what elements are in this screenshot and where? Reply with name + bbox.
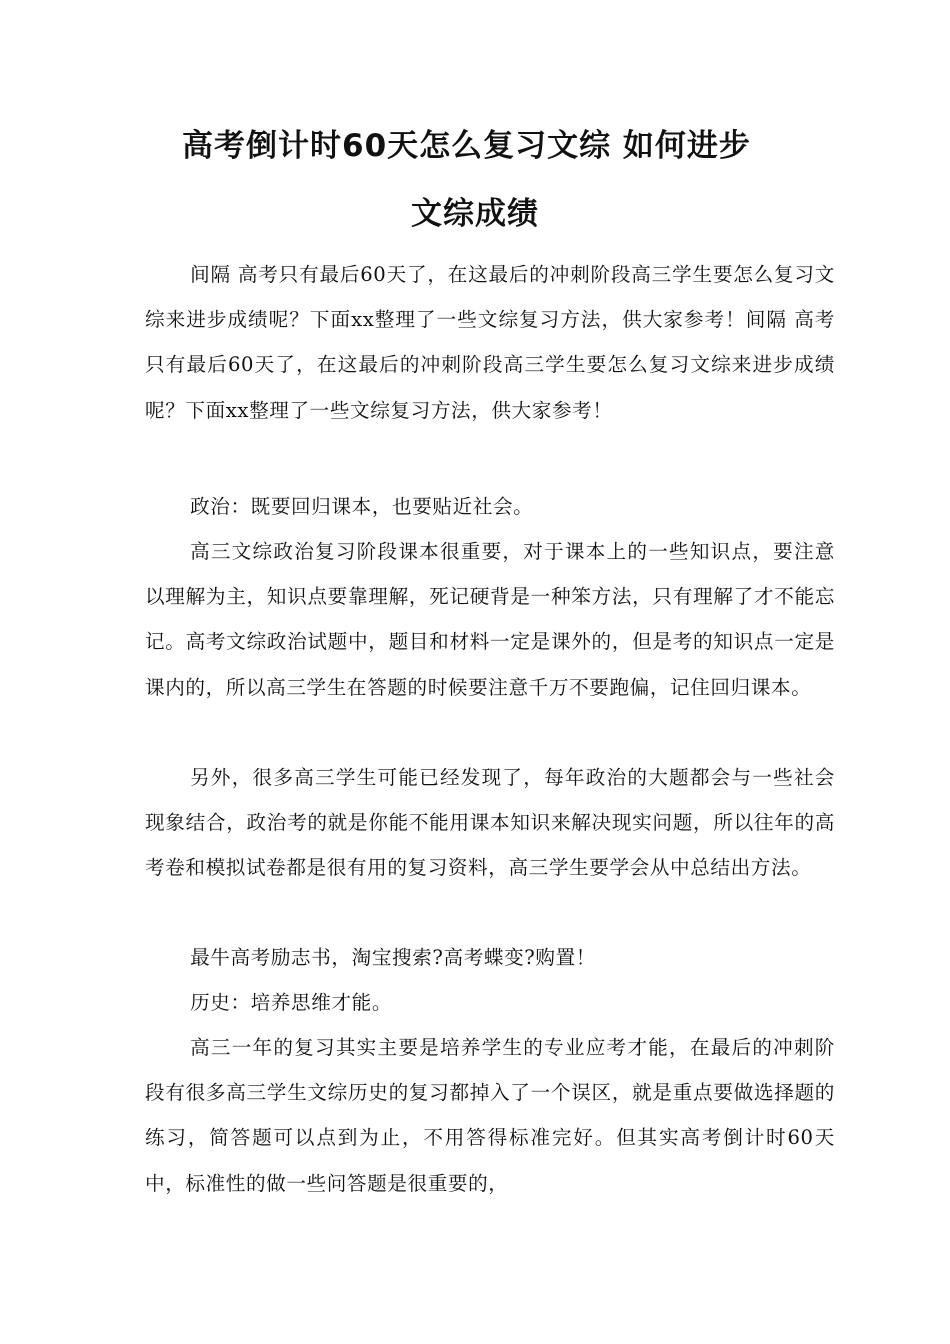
document-title-line-2: 文综成绩 xyxy=(411,196,539,232)
paragraph-politics-heading: 政治：既要回归课本，也要贴近社会。 xyxy=(190,495,534,518)
paragraph-history-body: 高三一年的复习其实主要是培养学生的专业应考才能，在最后的冲刺阶段有很多高三学生文综历史的复习都掉入了一个误区，就是重点要做选择题的练习，简答题可以点到为止，不用答得标准完好。但其实高考倒计时60天中，标准性的做一些问答题是很重要的， xyxy=(145,1036,835,1195)
paragraph-intro: 间隔 高考只有最后60天了，在这最后的冲刺阶段高三学生要怎么复习文综来进步成绩呢？下面xx整理了一些文综复习方法，供大家参考！间隔 高考只有最后60天了，在这最后的冲刺阶段高三学生要怎么复习文综来进步成绩呢？下面xx整理了一些文综复习方法，供大家参考！ xyxy=(145,263,835,422)
paragraph-history-heading: 历史：培养思维才能。 xyxy=(190,991,393,1014)
document-title-line-1: 高考倒计时60天怎么复习文综 如何进步 xyxy=(182,128,751,164)
paragraph-advert: 最牛高考励志书，淘宝搜索?高考蝶变?购置！ xyxy=(190,946,596,969)
paragraph-politics-society: 另外，很多高三学生可能已经发现了，每年政治的大题都会与一些社会现象结合，政治考的就是你能不能用课本知识来解决现实问题，所以往年的高考卷和模拟试卷都是很有用的复习资料，高三学生要学会从中总结出方法。 xyxy=(145,766,835,880)
paragraph-politics-textbook: 高三文综政治复习阶段课本很重要，对于课本上的一些知识点，要注意以理解为主，知识点要靠理解，死记硬背是一种笨方法，只有理解了才不能忘记。高考文综政治试题中，题目和材料一定是课外的，但是考的知识点一定是课内的，所以高三学生在答题的时候要注意千万不要跑偏，记住回归课本。 xyxy=(145,540,835,699)
